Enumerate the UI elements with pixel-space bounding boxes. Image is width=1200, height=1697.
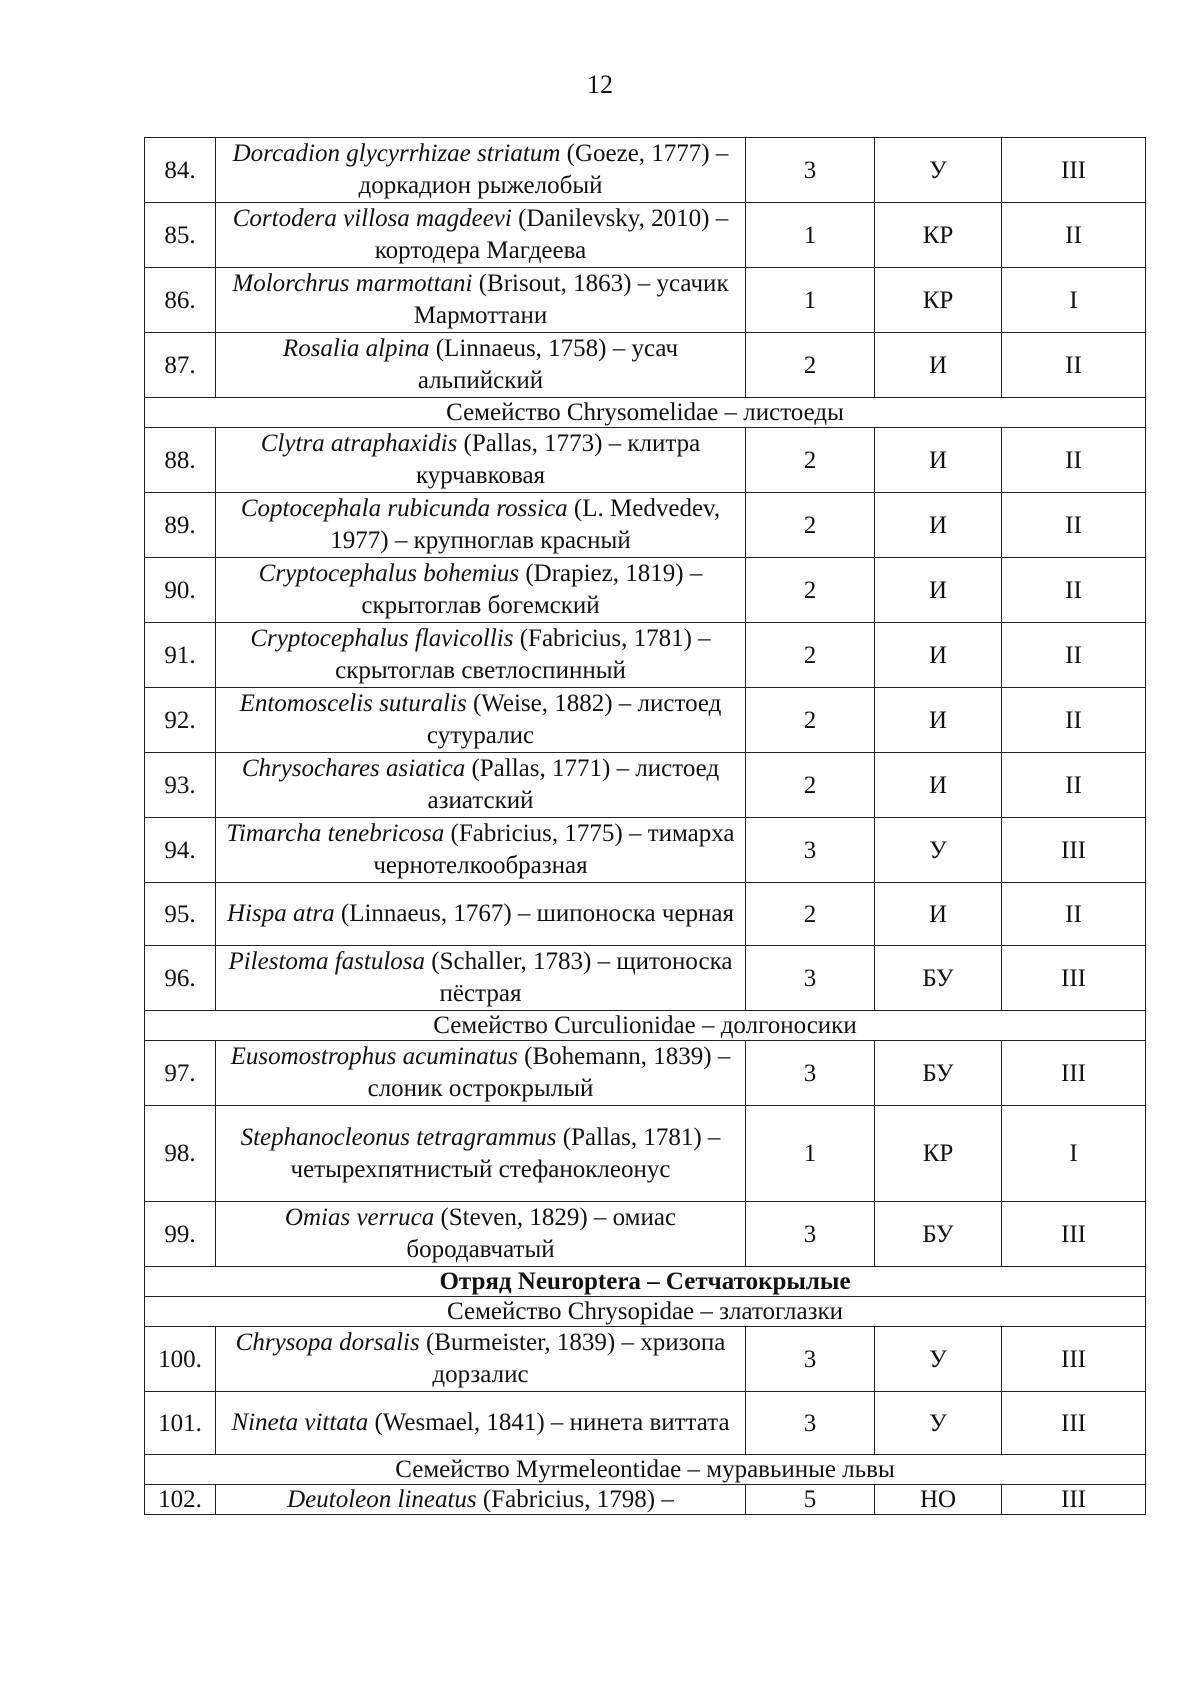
priority-cell: III: [1002, 1202, 1146, 1267]
author-and-common-name: (Burmeister, 1839) – хризопа дорзалис: [419, 1329, 726, 1388]
species-name: [216, 558, 746, 623]
priority-cell: II: [1002, 203, 1146, 268]
author-and-common-name: (Danilevsky, 2010) – кортодера Магдеева: [374, 205, 729, 264]
page-number: 12: [587, 70, 613, 99]
priority-cell: II: [1002, 688, 1146, 753]
category-cell: 3: [746, 1202, 875, 1267]
priority-cell: I: [1002, 1106, 1146, 1202]
species-row: [145, 1106, 1146, 1202]
row-number: 100.: [145, 1327, 216, 1392]
author-and-common-name: (Pallas, 1773) – клитра курчавковая: [415, 430, 701, 489]
species-table: [144, 137, 1146, 1515]
latin-name: Entomoscelis suturalis: [239, 690, 467, 717]
species-row: [145, 493, 1146, 558]
species-row: [145, 428, 1146, 493]
row-number: 91.: [145, 623, 216, 688]
status-cell: КР: [875, 203, 1002, 268]
latin-name: Chrysopa dorsalis: [235, 1329, 420, 1356]
species-row: [145, 1041, 1146, 1106]
priority-cell: III: [1002, 1392, 1146, 1455]
species-name: [216, 1106, 746, 1202]
row-number: 92.: [145, 688, 216, 753]
species-row: [145, 333, 1146, 398]
status-cell: НО: [875, 1485, 1002, 1515]
row-number: 84.: [145, 138, 216, 203]
author-and-common-name: (Wesmael, 1841) – нинета виттата: [368, 1409, 730, 1436]
author-and-common-name: (Fabricius, 1798) –: [476, 1485, 674, 1513]
status-cell: И: [875, 688, 1002, 753]
latin-name: Coptocephala rubicunda rossica: [240, 495, 568, 522]
row-number: 97.: [145, 1041, 216, 1106]
status-cell: КР: [875, 1106, 1002, 1202]
species-name: [216, 493, 746, 558]
priority-cell: III: [1002, 1327, 1146, 1392]
row-number: 98.: [145, 1106, 216, 1202]
row-number: 88.: [145, 428, 216, 493]
category-cell: 2: [746, 688, 875, 753]
family-heading-row: [145, 398, 1146, 428]
species-name: [216, 688, 746, 753]
species-name: [216, 1327, 746, 1392]
species-table-body: [145, 138, 1146, 1515]
family-heading-row: [145, 1297, 1146, 1327]
author-and-common-name: (Fabricius, 1775) – тимарха чернотелкообразная: [373, 820, 735, 879]
order-heading: Отряд Neuroptera – Сетчатокрылые: [145, 1267, 1146, 1297]
species-row: [145, 883, 1146, 946]
status-cell: И: [875, 623, 1002, 688]
species-row: [145, 1485, 1146, 1515]
priority-cell: III: [1002, 946, 1146, 1011]
latin-name: Pilestoma fastulosa: [228, 948, 426, 975]
order-heading-row: [145, 1267, 1146, 1297]
row-number: 89.: [145, 493, 216, 558]
family-heading: Семейство Chrysopidae – златоглазки: [145, 1297, 1146, 1327]
status-cell: И: [875, 333, 1002, 398]
status-cell: У: [875, 1327, 1002, 1392]
row-number: 86.: [145, 268, 216, 333]
author-and-common-name: (Pallas, 1771) – листоед азиатский: [427, 755, 720, 814]
species-row: [145, 753, 1146, 818]
author-and-common-name: (Bohemann, 1839) – слоник острокрылый: [367, 1043, 731, 1102]
latin-name: Cortodera villosa magdeevi: [232, 205, 512, 232]
status-cell: У: [875, 138, 1002, 203]
status-cell: И: [875, 753, 1002, 818]
row-number: 101.: [145, 1392, 216, 1455]
species-name: [216, 1392, 746, 1455]
row-number: 95.: [145, 883, 216, 946]
category-cell: 3: [746, 946, 875, 1011]
category-cell: 1: [746, 1106, 875, 1202]
status-cell: У: [875, 818, 1002, 883]
species-row: [145, 558, 1146, 623]
species-name: [216, 268, 746, 333]
family-heading: Семейство Chrysomelidae – листоеды: [145, 398, 1146, 428]
author-and-common-name: (Drapiez, 1819) – скрытоглав богемский: [361, 560, 703, 619]
category-cell: 3: [746, 1327, 875, 1392]
latin-name: Cryptocephalus flavicollis: [250, 625, 514, 652]
status-cell: И: [875, 493, 1002, 558]
species-name: [216, 753, 746, 818]
latin-name: Eusomostrophus acuminatus: [230, 1043, 518, 1070]
category-cell: 2: [746, 623, 875, 688]
species-name: [216, 818, 746, 883]
category-cell: 2: [746, 333, 875, 398]
author-and-common-name: (Weise, 1882) – листоед сутуралис: [426, 690, 722, 749]
family-heading-row: [145, 1011, 1146, 1041]
species-row: [145, 946, 1146, 1011]
priority-cell: III: [1002, 138, 1146, 203]
family-heading: Семейство Curculionidae – долгоносики: [145, 1011, 1146, 1041]
status-cell: БУ: [875, 1041, 1002, 1106]
row-number: 85.: [145, 203, 216, 268]
author-and-common-name: (Steven, 1829) – омиас бородавчатый: [406, 1204, 677, 1263]
author-and-common-name: (Goeze, 1777) – доркадион рыжелобый: [358, 140, 729, 199]
latin-name: Cryptocephalus bohemius: [258, 560, 520, 587]
latin-name: Deutoleon lineatus: [287, 1485, 477, 1513]
family-heading: Семейство Myrmeleontidae – муравьиные львы: [145, 1455, 1146, 1485]
latin-name: Hispa atra: [226, 900, 335, 927]
priority-cell: I: [1002, 268, 1146, 333]
priority-cell: III: [1002, 818, 1146, 883]
species-row: [145, 138, 1146, 203]
category-cell: 3: [746, 818, 875, 883]
category-cell: 1: [746, 268, 875, 333]
category-cell: 2: [746, 753, 875, 818]
author-and-common-name: (Brisout, 1863) – усачик Мармоттани: [413, 270, 729, 329]
status-cell: БУ: [875, 1202, 1002, 1267]
category-cell: 2: [746, 493, 875, 558]
author-and-common-name: (L. Medvedev, 1977) – крупноглав красный: [330, 495, 721, 554]
row-number: 94.: [145, 818, 216, 883]
priority-cell: III: [1002, 1041, 1146, 1106]
priority-cell: II: [1002, 883, 1146, 946]
status-cell: И: [875, 428, 1002, 493]
latin-name: Nineta vittata: [231, 1409, 369, 1436]
row-number: 93.: [145, 753, 216, 818]
author-and-common-name: (Linnaeus, 1758) – усач альпийский: [417, 335, 679, 394]
row-number: 90.: [145, 558, 216, 623]
priority-cell: II: [1002, 753, 1146, 818]
priority-cell: II: [1002, 333, 1146, 398]
status-cell: БУ: [875, 946, 1002, 1011]
author-and-common-name: (Schaller, 1783) – щитоноска пёстрая: [425, 948, 733, 1007]
species-row: [145, 1202, 1146, 1267]
row-number: 96.: [145, 946, 216, 1011]
species-row: [145, 203, 1146, 268]
category-cell: 3: [746, 1041, 875, 1106]
species-row: [145, 268, 1146, 333]
latin-name: Stephanocleonus tetragrammus: [240, 1123, 557, 1151]
family-heading-row: [145, 1455, 1146, 1485]
species-name: [216, 1041, 746, 1106]
species-name: [216, 333, 746, 398]
species-name: [216, 138, 746, 203]
category-cell: 2: [746, 883, 875, 946]
latin-name: Omias verruca: [284, 1204, 435, 1231]
status-cell: КР: [875, 268, 1002, 333]
priority-cell: II: [1002, 428, 1146, 493]
category-cell: 2: [746, 558, 875, 623]
row-number: 87.: [145, 333, 216, 398]
species-name: [216, 946, 746, 1011]
priority-cell: III: [1002, 1485, 1146, 1515]
status-cell: У: [875, 1392, 1002, 1455]
row-number: 99.: [145, 1202, 216, 1267]
species-row: [145, 623, 1146, 688]
latin-name: Dorcadion glycyrrhizae striatum: [232, 140, 561, 167]
status-cell: И: [875, 558, 1002, 623]
latin-name: Rosalia alpina: [282, 335, 430, 362]
category-cell: 1: [746, 203, 875, 268]
latin-name: Timarcha tenebricosa: [226, 820, 445, 847]
species-name: [216, 883, 746, 946]
priority-cell: II: [1002, 558, 1146, 623]
species-row: [145, 1392, 1146, 1455]
author-and-common-name: (Pallas, 1781) – четырехпятнистый стефаноклеонус: [290, 1123, 721, 1183]
priority-cell: II: [1002, 493, 1146, 558]
priority-cell: II: [1002, 623, 1146, 688]
species-row: [145, 818, 1146, 883]
category-cell: 3: [746, 138, 875, 203]
status-cell: И: [875, 883, 1002, 946]
species-name: [216, 428, 746, 493]
author-and-common-name: (Fabricius, 1781) – скрытоглав светлоспинный: [335, 625, 711, 684]
species-name: [216, 623, 746, 688]
latin-name: Clytra atraphaxidis: [260, 430, 458, 457]
species-row: [145, 1327, 1146, 1392]
latin-name: Chrysochares asiatica: [241, 755, 466, 782]
category-cell: 2: [746, 428, 875, 493]
author-and-common-name: (Linnaeus, 1767) – шипоноска черная: [334, 900, 735, 927]
latin-name: Molorchrus marmottani: [232, 270, 473, 297]
species-row: [145, 688, 1146, 753]
row-number: 102.: [145, 1485, 216, 1515]
category-cell: 5: [746, 1485, 875, 1515]
category-cell: 3: [746, 1392, 875, 1455]
species-name: [216, 1202, 746, 1267]
species-name: [216, 1485, 746, 1515]
species-name: [216, 203, 746, 268]
